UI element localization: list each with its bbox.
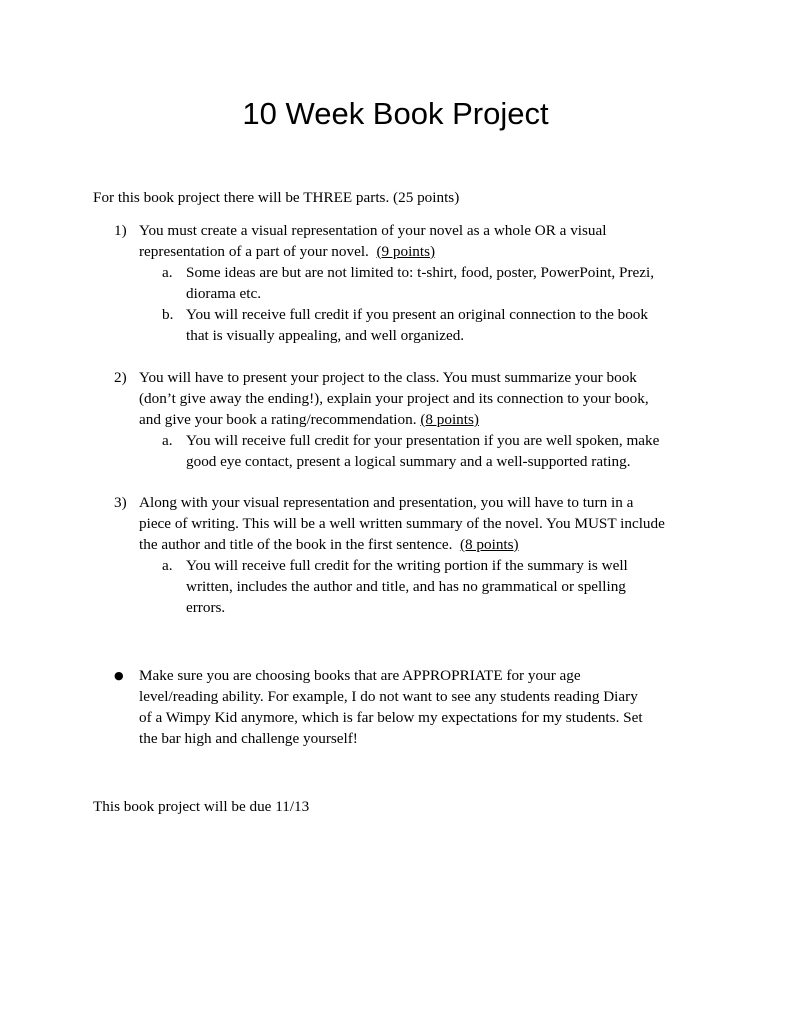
text-line: written, includes the author and title, and has no grammatical or spelling (186, 578, 626, 595)
points-label: (9 points) (376, 243, 436, 260)
list-item-text (139, 367, 709, 430)
sub-letter: b. (162, 306, 174, 323)
list-item-text (139, 220, 709, 262)
sub-letter: a. (162, 557, 173, 574)
sub-item-text (186, 304, 716, 346)
text-line: level/reading ability. For example, I do not want to see any students reading Diary (139, 688, 638, 705)
text-segment: representation of a part of your novel. (139, 243, 369, 260)
text-line: of a Wimpy Kid anymore, which is far below my expectations for my students. Set (139, 709, 643, 726)
text-line: Some ideas are but are not limited to: t-shirt, food, poster, PowerPoint, Prezi, (186, 264, 655, 281)
list-number: 3) (114, 494, 127, 511)
text-line: Along with your visual representation and presentation, you will have to turn in a (139, 494, 634, 511)
list-number: 1) (114, 222, 127, 239)
text-line: You will receive full credit if you present an original connection to the book (186, 306, 648, 323)
text-line (139, 241, 709, 262)
points-label: (8 points) (459, 536, 519, 553)
sub-item-text (186, 555, 716, 618)
text-segment: the author and title of the book in the first sentence. (139, 536, 453, 553)
bullet-icon: ● (114, 669, 124, 682)
text-line: that is visually appealing, and well organized. (186, 327, 465, 344)
text-line: good eye contact, present a logical summary and a well-supported rating. (186, 453, 631, 470)
text-segment: and give your book a rating/recommendation. (139, 411, 417, 428)
sub-item-text (186, 430, 716, 472)
text-line: diorama etc. (186, 285, 262, 302)
points-label: (8 points) (420, 411, 479, 428)
text-line: You will receive full credit for your presentation if you are well spoken, make (186, 432, 660, 449)
list-number: 2) (114, 369, 127, 386)
bullet-text (139, 665, 643, 749)
text-line: the bar high and challenge yourself! (139, 730, 358, 747)
page-title: 10 Week Book Project (242, 96, 549, 131)
list-item-text (139, 492, 709, 555)
text-line: Make sure you are choosing books that are APPROPRIATE for your age (139, 667, 581, 684)
due-date-note: This book project will be due 11/13 (93, 798, 310, 815)
text-line (139, 534, 709, 555)
text-line: errors. (186, 599, 226, 616)
sub-letter: a. (162, 432, 173, 449)
text-line: You will receive full credit for the writing portion if the summary is well (186, 557, 628, 574)
text-line: You must create a visual representation of your novel as a whole OR a visual (139, 222, 607, 239)
text-line (139, 409, 709, 430)
sub-item-text (186, 262, 716, 304)
text-line: You will have to present your project to the class. You must summarize your book (139, 369, 637, 386)
sub-letter: a. (162, 264, 173, 281)
text-line: (don’t give away the ending!), explain your project and its connection to your book, (139, 390, 649, 407)
intro-paragraph: For this book project there will be THREE parts. (25 points) (93, 189, 460, 206)
text-line: piece of writing. This will be a well written summary of the novel. You MUST include (139, 515, 665, 532)
